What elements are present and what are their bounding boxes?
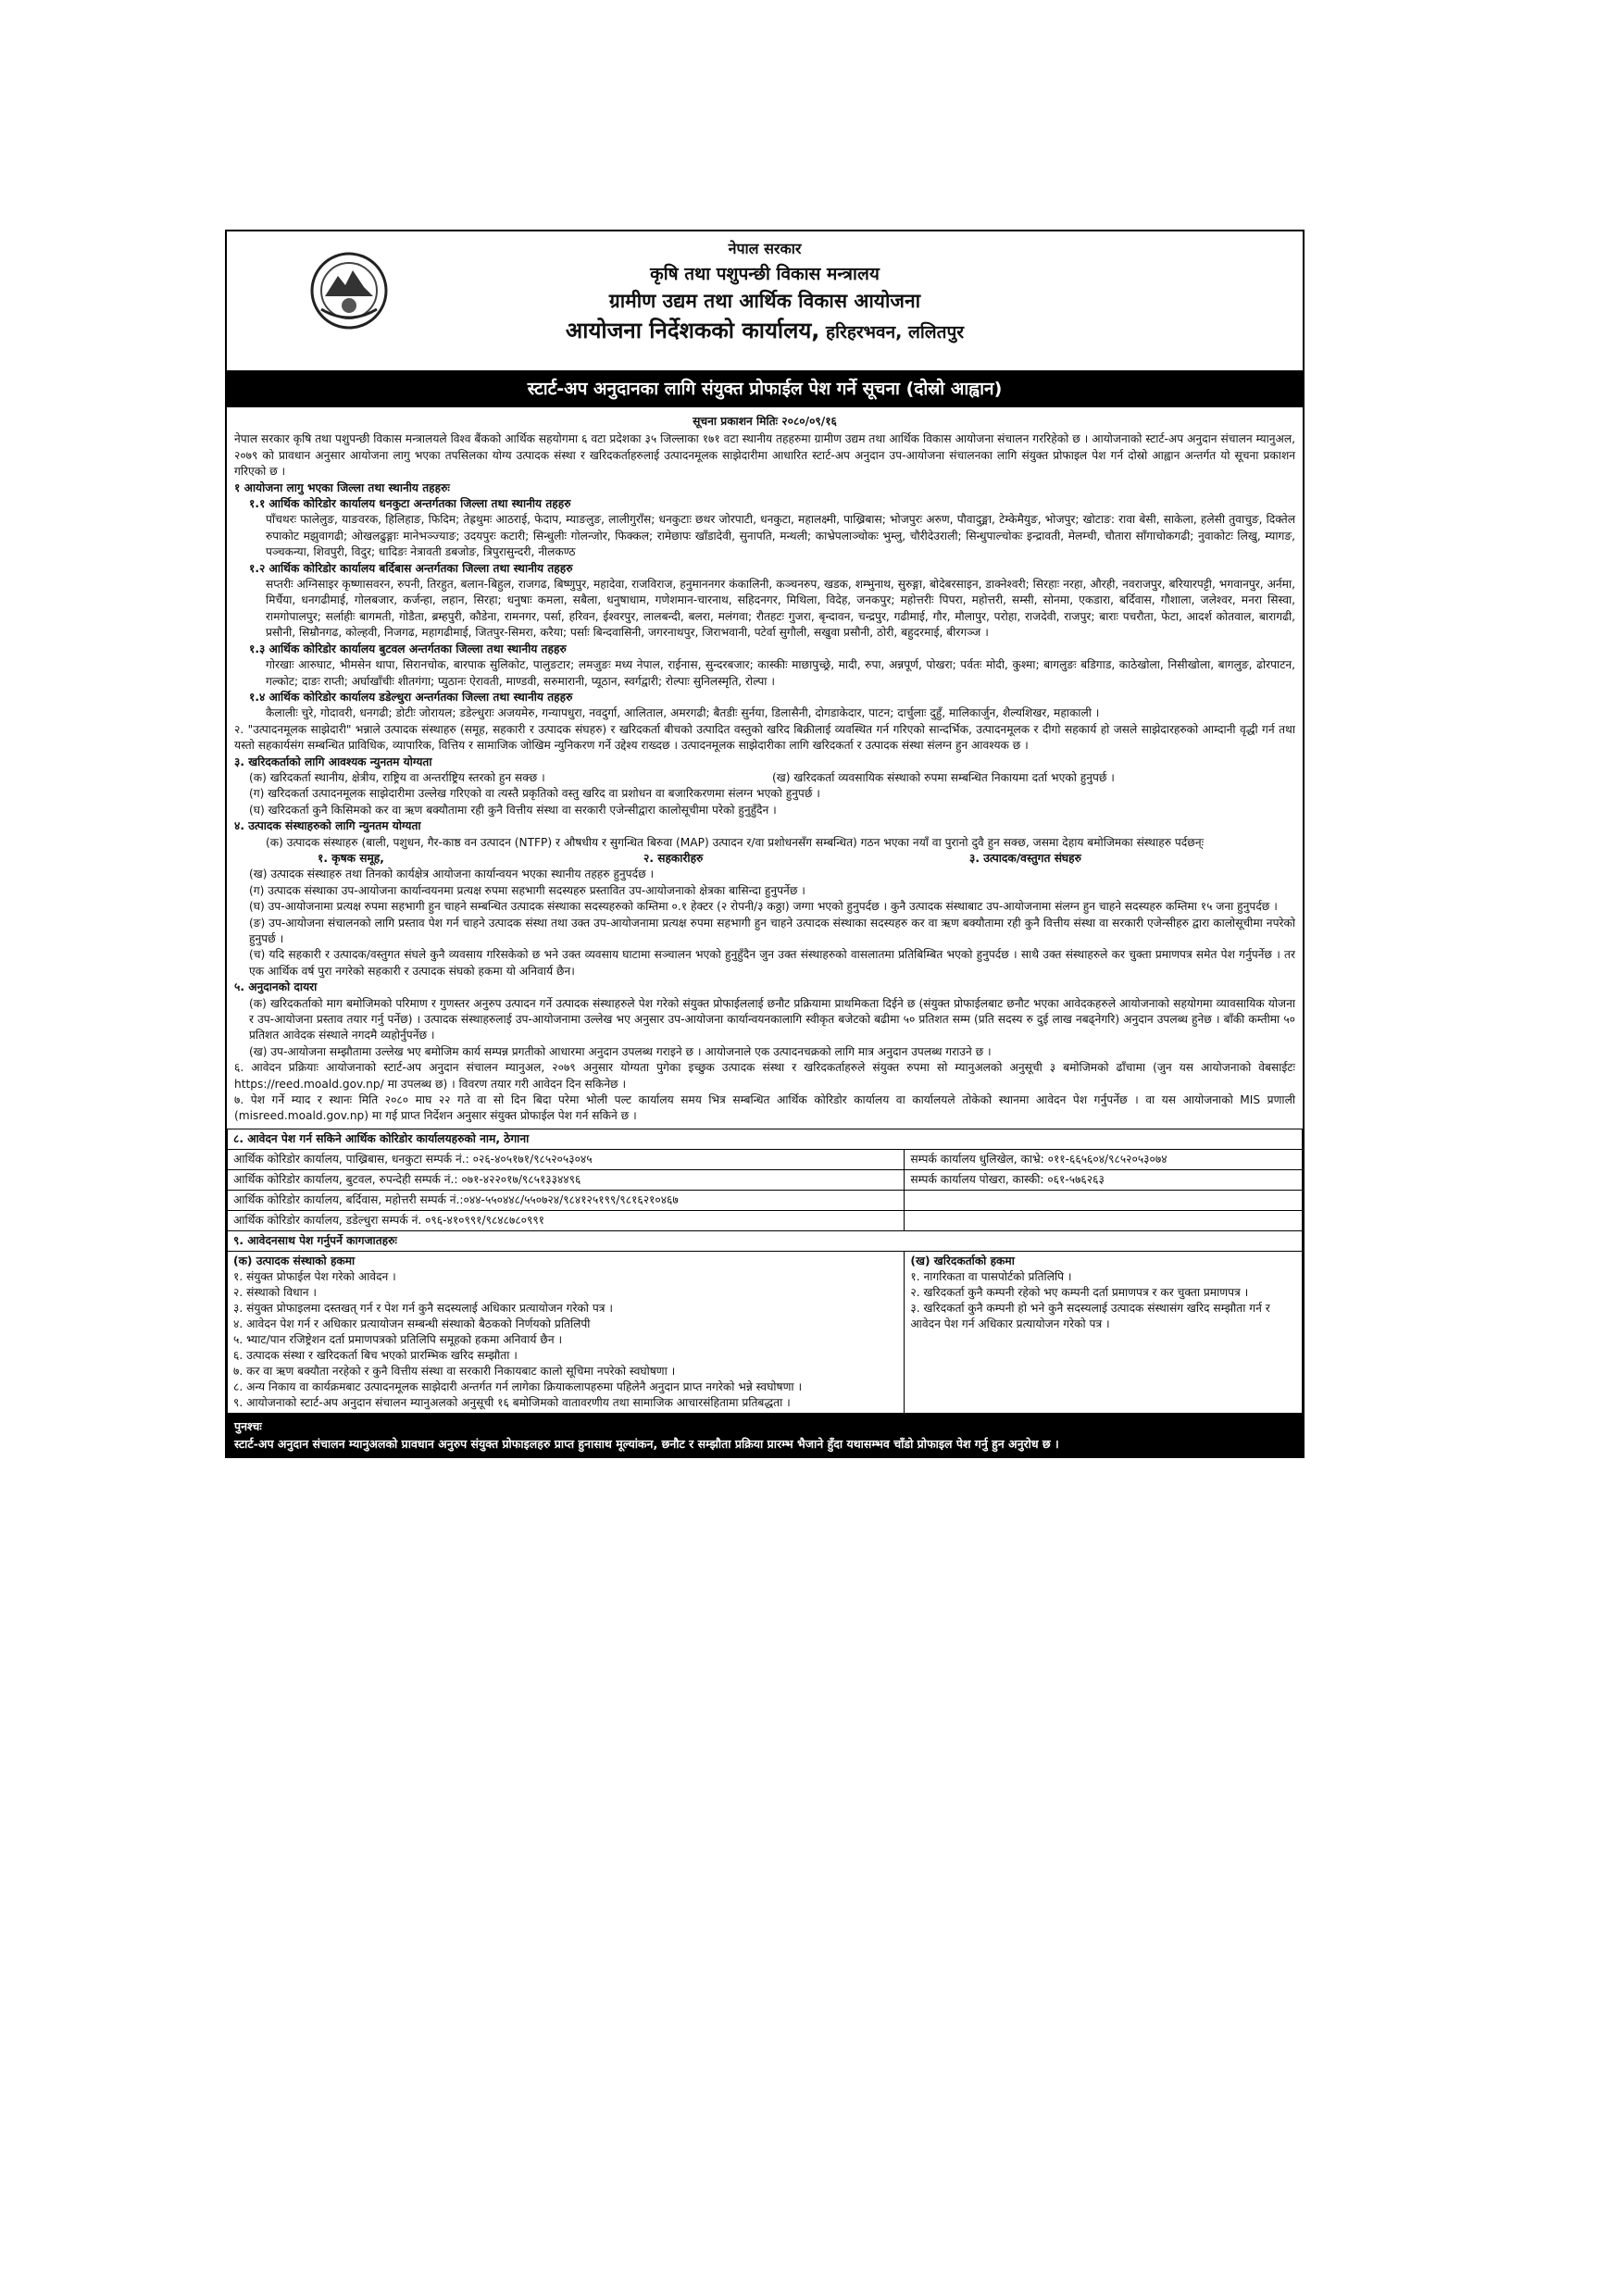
section-4-a: (क) उत्पादक संस्थाहरु (बाली, पशुधन, गैर-काष्ठ वन उत्पादन (NTFP) र औषधीय र सुगन्धित बिरुवा (MAP) उत्पादन र/वा प्रशोधनसँग सम्बन्धित) गठन भएका नयाँ वा पुरानो दुवै हुन सक्छ, जसमा देहाय बमोजिमका संस्थाहरु पर्दछन्ः	[266, 835, 1205, 849]
list-item: ५. भ्याट/पान रजिष्ट्रेशन दर्ता प्रमाणपत्रको प्रतिलिपि समूहको हकमा अनिवार्य छैन ।	[233, 1332, 563, 1346]
section-8-title: ८. आवेदन पेश गर्न सकिने आर्थिक कोरिडोर कार्यालयहरुको नाम, ठेगाना	[228, 1129, 1303, 1149]
notice-body	[227, 407, 1303, 1125]
intro-paragraph: नेपाल सरकार कृषि तथा पशुपन्छी विकास मन्त्रालयले विश्व बैंकको आर्थिक सहयोगमा ६ वटा प्रदेशका ३५ जिल्लाका १७१ वटा स्थानीय तहहरुमा ग्रामीण उद्यम तथा आर्थिक विकास आयोजना संचालन गररिहेको छ । आयोजनाको स्टार्ट-अप अनुदान संचालन म्यानुअल, २०७९ को प्रावधान अनुसार आयोजना लागु भएका तपसिलका योग्य उत्पादक संस्था र खरिदकर्ताहरुलाई उत्पादनमूलक साझेदारीमा आधारित स्टार्ट-अप अनुदान उप-आयोजना संचालनका लागि संयुक्त प्रोफाइल पेश गर्न दोस्रो आह्वान अन्तर्गत यो सूचना प्रकाशन गरिएको छ ।	[234, 432, 1296, 479]
section-1-3-title: १.३ आर्थिक कोरिडोर कार्यालय बुटवल अन्तर्गतका जिल्ला तथा स्थानीय तहहरु	[249, 642, 567, 655]
producer-documents	[228, 1251, 905, 1413]
postscript-text: स्टार्ट-अप अनुदान संचालन म्यानुअलको प्रावधान अनुरुप संयुक्त प्रोफाइलहरु प्राप्त हुनासाथ मूल्यांकन, छनौट र सम्झौता प्रक्रिया प्रारम्भ भैजाने हुँदा यथासम्भव चाँडो प्रोफाइल पेश गर्नु हुन अनुरोध छ ।	[234, 1436, 1059, 1451]
section-4-d: (घ) उप-आयोजनामा प्रत्यक्ष रुपमा सहभागी हुन चाहने सम्बन्धित उत्पादक संस्थाका सदस्यहरुको कम्तिमा ०.१ हेक्टर (२ रोपनी/३ कठ्ठा) जग्गा भएको हुनुपर्दछ । कुनै उत्पादक संस्थाबाट उप-आयोजनामा संलग्न हुन चाहने सदस्यहरु कम्तिमा १५ जना हुनुपर्दछ ।	[249, 900, 1278, 914]
section-4-title: ४. उत्पादक संस्थाहरुको लागि न्युनतम योग्यता	[234, 819, 421, 833]
list-item: ६. उत्पादक संस्था र खरिदकर्ता बिच भएको प्रारम्भिक खरिद सम्झौता ।	[233, 1348, 518, 1362]
section-6-text: ६. आवेदन प्रक्रियाः आयोजनाको स्टार्ट-अप अनुदान संचालन म्यानुअल, २०७९ अनुसार योग्यता पुगेका इच्छुक उत्पादक संस्था र खरिदकर्ताहरुले संयुक्त रुपमा सो म्यानुअलको अनुसूची ३ बमोजिमको ढाँचामा (जुन यस आयोजनाको वेबसाईटः https://reed.moald.gov.np/ मा उपलब्ध छ) । विवरण तयार गरी आवेदन दिन सकिनेछ ।	[234, 1061, 1295, 1091]
section-7-text: ७. पेश गर्ने म्याद र स्थानः मिति २०८० माघ २२ गते वा सो दिन बिदा परेमा भोली पल्ट कार्यालय समय भित्र सम्बन्धित आर्थिक कोरिडोर कार्यालय वा कार्यालयले तोकेको स्थानमा आवेदन पेश गर्नुपर्नेछ । वा यस आयोजनाको MIS प्रणाली (misreed.moald.gov.np) मा गई प्राप्त निर्देशन अनुसार संयुक्त प्रोफाईल पेश गर्न सकिने छ ।	[234, 1093, 1295, 1123]
offices-table	[227, 1129, 1303, 1414]
section-3-c: (ग) खरिदकर्ता उत्पादनमूलक साझेदारीमा उल्लेख गरिएको वा त्यस्तै प्रकृतिको वस्तु खरिद वा प्रशोधन वा बजारिकरणमा संलग्न भएको हुनुपर्छ ।	[249, 787, 820, 801]
office-line	[227, 315, 1303, 348]
publication-date: सूचना प्रकाशन मितिः २०८०/०९/१६	[693, 415, 837, 428]
table-row	[228, 1149, 1303, 1169]
section-3-d: (घ) खरिदकर्ता कुनै किसिमको कर वा ऋण बक्यौतामा रही कुनै वित्तीय संस्था वा सरकारी एजेन्सीद्वारा कालोसूचीमा परेको हुनुहुँदैन ।	[249, 803, 777, 817]
section-5-b: (ख) उप-आयोजना सम्झौतामा उल्लेख भए बमोजिम कार्य सम्पन्न प्रगतीको आधारमा अनुदान उपलब्ध गराइने छ । आयोजनाले एक उत्पादनचक्रको लागि मात्र अनुदान उपलब्ध गराउने छ ।	[249, 1044, 992, 1058]
section-1-3-text: गोरखाः आरुघाट, भीमसेन थापा, सिरानचोक, बारपाक सुलिकोट, पालुङटार; लमजुङः मध्य नेपाल, राईनास, सुन्दरबजार; कास्कीः माछापुच्छ्रे, मादी, रुपा, अन्नपूर्ण, पोखरा; पर्वतः मोदी, कुश्मा; बागलुङः बडिगाड, काठेखोला, निसीखोला, बागलुङ, ढोरपाटन, गल्कोट; दाङः राप्ती; अर्घाखाँचीः शीतगंगा; प्युठानः ऐरावती, माण्डवी, सरुमारानी, प्यूठान, स्वर्गद्वारी; रोल्पाः सुनिलस्मृति, रोल्पा ।	[266, 658, 1295, 688]
list-item: ७. कर वा ऋण बक्यौता नरहेको र कुनै वित्तीय संस्था वा सरकारी निकायबाट कालो सूचिमा नपरेको स्वघोषणा ।	[233, 1364, 676, 1378]
contact-office-cell	[905, 1210, 1303, 1230]
notice	[225, 230, 1305, 1458]
contact-office-cell: सम्पर्क कार्यालय पोखरा, कास्की: ०६१-५७६२६३	[905, 1169, 1303, 1190]
producer-docs-list	[233, 1269, 898, 1411]
list-item: ३. संयुक्त प्रोफाइलमा दस्तखत् गर्न र पेश गर्न कुनै सदस्यलाई अधिकार प्रत्यायोजन गरेको पत्र ।	[233, 1301, 613, 1315]
list-item: २. खरिदकर्ता कुनै कम्पनी रहेको भए कम्पनी दर्ता प्रमाणपत्र र कर चुक्ता प्रमाणपत्र ।	[910, 1285, 1249, 1299]
section-1-2-text: सप्तरीः अग्निसाइर कृष्णासवरन, रुपनी, तिरहुत, बलान-बिहुल, राजगढ, बिष्णुपुर, महादेवा, राजविराज, हनुमाननगर कंकालिनी, कञ्चनरुप, खडक, शम्भुनाथ, सुरुङ्गा, बोदेबरसाइन, डाक्नेश्वरी; सिरहाः नरहा, औरही, नवराजपुर, बरियारपट्टी, भगवानपुर, अर्नमा, मिर्चैया, धनगढीमाई, गोलबजार, कर्जन्हा, लहान, सिरहा; धनुषाः कमला, सबैला, धनुषाधाम, गणेशमान-चारनाथ, सहिदनगर, मिथिला, विदेह, जनकपुर; महोत्तरीः पिपरा, महोत्तरी, सम्सी, सोनमा, एकडारा, बर्दिवास, गौशाला, जलेश्वर, मनरा सिस्वा, रामगोपालपुर; सर्लाहीः बागमती, गोडैता, ब्रम्हपुरी, कौडेना, रामनगर, पर्सा, हरिवन, ईश्वरपुर, लालबन्दी, बलरा, मलंगवा; रौतहटः गुजरा, बृन्दावन, चन्द्रपुर, गढीमाई, गौर, मौलापुर, परोहा, राजदेवी, राजपुर; बाराः पचरौता, फेटा, आदर्श कोतवाल, बारागढी, प्रसौनी, सिम्रौनगढ, कोल्हवी, निजगढ, महागढीमाई, जितपुर-सिमरा, करैया; पर्साः बिन्दवासिनी, जगरनाथपुर, जिराभवानी, पटेर्वा सुगौली, सखुवा प्रसौनी, ठोरी, बहुदरमाई, बीरगञ्ज ।	[266, 578, 1295, 640]
section-3-b: (ख) खरिदकर्ता व्यवसायिक संस्थाको रुपमा सम्बन्धित निकायमा दर्ता भएको हुनुपर्छ ।	[772, 770, 1115, 784]
section-1-1-text: पाँचथरः फालेलुङ, याङवरक, हिलिहाङ, फिदिम; तेह्रथुमः आठराई, फेदाप, म्याङलुङ, लालीगुराँस; धनकुटाः छथर जोरपाटी, धनकुटा, महालक्ष्मी, पाख्रिबास; भोजपुरः अरुण, पौवादुङ्मा, टेम्केमैयुङ, भोजपुर; खोटाङ: रावा बेसी, साकेला, हलेसी तुवाचुङ, दिक्तेल रुपाकोट मझुवागढी; ओखलढुङ्गाः मानेभञ्ज्याङ; उदयपुरः कटारी; सिन्धुलीः गोलन्जोर, फिक्कल; रामेछापः खाँडादेवी, सुनापति, मन्थली; काभ्रेपलाञ्चोकः भुम्लु, चौरीदेउराली; सिन्धुपाल्चोकः इन्द्रावती, मेलम्ची, चौतारा साँगाचोकगढी; नुवाकोटः लिखु, म्यागङ, पञ्चकन्या, शिवपुरी, विदुर; धादिङः नेत्रावती डबजोङ, त्रिपुरासुन्दरी, नीलकण्ठ	[266, 513, 1295, 559]
govt-line: नेपाल सरकार	[728, 240, 802, 257]
section-3-title: ३. खरिदकर्ताको लागि आवश्यक न्युनतम योग्यता	[234, 755, 432, 768]
section-1-4-title: १.४ आर्थिक कोरिडोर कार्यालय डडेल्धुरा अन्तर्गतका जिल्ला तथा स्थानीय तहहरु	[249, 690, 573, 704]
ministry-line: कृषि तथा पशुपन्छी विकास मन्त्रालय	[650, 264, 880, 284]
buyer-documents	[905, 1251, 1303, 1413]
buyer-docs-title: (ख) खरिदकर्ताको हकमा	[910, 1254, 1015, 1267]
section-5-title: ५. अनुदानको दायरा	[234, 980, 318, 994]
table-header-row	[228, 1129, 1303, 1149]
list-item: १. नागरिकता वा पासपोर्टको प्रतिलिपि ।	[910, 1269, 1072, 1283]
table-row	[228, 1210, 1303, 1230]
project-line: ग्रामीण उद्यम तथा आर्थिक विकास आयोजना	[608, 290, 921, 312]
section-1-1-title: १.१ आर्थिक कोरिडोर कार्यालय धनकुटा अन्तर्गतका जिल्ला तथा स्थानीय तहहरु	[249, 497, 571, 511]
producer-type-item: ३. उत्पादक/वस्तुगत संघहरु	[969, 851, 1081, 865]
list-item: १. संयुक्त प्रोफाईल पेश गरेको आवेदन ।	[233, 1269, 396, 1283]
office-cell: आर्थिक कोरिडोर कार्यालय, बुटवल, रुपन्देही सम्पर्क नं.: ०७१-४२२०१७/९८५१३३४४९६	[228, 1169, 905, 1190]
producer-docs-title: (क) उत्पादक संस्थाको हकमा	[233, 1254, 356, 1267]
table-row	[228, 1190, 1303, 1210]
office-cell: आर्थिक कोरिडोर कार्यालय, बर्दिवास, महोत्तरी सम्पर्क नं.:०४४-५५०४४८/५५०७२४/९८४१२५१९९/९८१६२१०४६७	[228, 1190, 905, 1210]
section-1-4-text: कैलालीः चुरे, गोदावरी, धनगढी; डोटीः जोरायल; डडेल्धुराः अजयमेरु, गन्यापधुरा, नवदुर्गा, आलिताल, अमरगढी; बैतडीः सुर्नया, डिलासैनी, दोगडाकेदार, पाटन; दार्चुलाः दुहुँ, मालिकार्जुन, शैल्यशिखर, महाकाली ।	[266, 706, 1100, 720]
producer-type-item: १. कृषक समूह,	[318, 851, 384, 865]
list-item: ८. अन्य निकाय वा कार्यक्रमबाट उत्पादनमूलक साझेदारी अन्तर्गत गर्न लागेका क्रियाकलापहरुमा पहिलेनै अनुदान प्राप्त नगरेको भन्ने स्वघोषणा ।	[233, 1379, 803, 1393]
contact-office-cell: सम्पर्क कार्यालय धुलिखेल, काभ्रे: ०११-६६५६०४/९८५२०५३०७४	[905, 1149, 1303, 1169]
list-item: २. संस्थाको विधान ।	[233, 1285, 317, 1299]
government-emblem-icon	[310, 252, 388, 330]
section-5-a: (क) खरिदकर्ताको माग बमोजिमको परिमाण र गुणस्तर अनुरुप उत्पादन गर्ने उत्पादक संस्थाहरुले पेश गरेको संयुक्त प्रोफाईललाई छनौट प्रक्रियामा प्राथमिकता दिईने छ (संयुक्त प्रोफाईलबाट छनौट भएका आवेदकहरुले आयोजनाको सहयोगमा व्यावसायिक योजना र उप-आयोजना प्रस्ताव तयार गर्नु पर्नेछ) । उत्पादक संस्थाहरुलाई उप-आयोजनामा उल्लेख भए अनुसार उप-आयोजना कार्यान्वयनकालागि स्वीकृत बजेटको बढीमा ५० प्रतिशत सम्म (प्रति सदस्य रु दुई लाख नबढ्नेगरि) अनुदान उपलब्ध हुनेछ । बाँकी कम्तीमा ५० प्रतिशत आवेदक संस्थाले नगदमै व्यहोर्नुपर्नेछ ।	[249, 996, 1295, 1042]
table-header-row	[228, 1230, 1303, 1251]
buyer-docs-list	[910, 1269, 1296, 1332]
postscript	[227, 1414, 1303, 1456]
section-3-a: (क) खरिदकर्ता स्थानीय, क्षेत्रीय, राष्ट्रिय वा अन्तर्राष्ट्रिय स्तरको हुन सक्छ ।	[249, 770, 545, 784]
office-location: हरिहरभवन, ललितपुर	[819, 322, 965, 343]
producer-types	[234, 851, 1295, 867]
section-1-title: १ आयोजना लागु भएका जिल्ला तथा स्थानीय तहहरुः	[234, 480, 450, 494]
section-4-b: (ख) उत्पादक संस्थाहरु तथा तिनको कार्यक्षेत्र आयोजना कार्यान्वयन भएका स्थानीय तहहरु हुनुपर्दछ ।	[249, 867, 655, 881]
list-item: ३. खरिदकर्ता कुनै कम्पनी हो भने कुनै सदस्यलाई उत्पादक संस्थासंग खरिद सम्झौता गर्न र आवेदन पेश गर्न अधिकार प्रत्यायोजन गरेको पत्र ।	[910, 1301, 1270, 1330]
table-row	[228, 1169, 1303, 1190]
section-9-title: ९. आवेदनसाथ पेश गर्नुपर्ने कागजातहरुः	[228, 1230, 1303, 1251]
section-1-2-title: १.२ आर्थिक कोरिडोर कार्यालय बर्दिबास अन्तर्गतका जिल्ला तथा स्थानीय तहहरु	[249, 561, 573, 575]
notice-title: स्टार्ट-अप अनुदानका लागि संयुक्त प्रोफाईल पेश गर्ने सूचना (दोस्रो आह्वान)	[227, 370, 1303, 407]
documents-row	[228, 1251, 1303, 1413]
contact-office-cell	[905, 1190, 1303, 1210]
office-cell: आर्थिक कोरिडोर कार्यालय, डडेल्धुरा सम्पर्क नं. ०९६-४१०९९१/९८४८७८०९९१	[228, 1210, 905, 1230]
office-name: आयोजना निर्देशकको कार्यालय,	[565, 318, 820, 343]
header	[227, 231, 1303, 370]
section-3-row	[234, 770, 1295, 786]
postscript-label: पुनश्चः	[234, 1418, 262, 1433]
section-2-text: २. "उत्पादनमूलक साझेदारी" भन्नाले उत्पादक संस्थाहरु (समूह, सहकारी र उत्पादक संघहरु) र खरिदकर्ता बीचको उत्पादित वस्तुको खरिद बिक्रीलाई व्यवस्थित गर्न गरिएको सान्दर्भिक, उत्पादनमूलक र दीगो सहकार्य हो जसले साझेदारहरुको आम्दानी वृद्धी गर्न तथा यस्तो सहकार्यसंग सम्बन्धित प्राविधिक, व्यापारिक, वित्तिय र सामाजिक जोखिम न्युनिकरण गर्ने उद्देश्य राख्दछ । उत्पादनमूलक साझेदारीका लागि खरिदकर्ता र उत्पादक संस्था संलग्न हुन आवश्यक छ ।	[234, 722, 1295, 753]
list-item: ४. आवेदन पेश गर्न र अधिकार प्रत्यायोजन सम्बन्धी संस्थाको बैठकको निर्णयको प्रतिलिपी	[233, 1316, 591, 1330]
section-4-c: (ग) उत्पादक संस्थाका उप-आयोजना कार्यान्वयनमा प्रत्यक्ष रुपमा सहभागी सदस्यहरु प्रस्तावित उप-आयोजनाको क्षेत्रका बासिन्दा हुनुपर्नेछ ।	[249, 883, 805, 897]
section-4-e: (ङ) उप-आयोजना संचालनको लागि प्रस्ताव पेश गर्न चाहने उत्पादक संस्था तथा उक्त उप-आयोजनामा प्रत्यक्ष रुपमा सहभागी हुन चाहने उत्पादक संस्थाका सदस्यहरु कर वा ऋण बक्यौतामा रही कुनै वित्तीय संस्था वा सरकारी एजेन्सीहरु द्वारा कालोसूचीमा नपरेको हुनुपर्छ ।	[249, 916, 1295, 945]
list-item: ९. आयोजनाको स्टार्ट-अप अनुदान संचालन म्यानुअलको अनुसूची १६ बमोजिमको वातावरणीय तथा सामाजिक आचारसंहितामा प्रतिबद्धता ।	[233, 1395, 791, 1409]
office-cell: आर्थिक कोरिडोर कार्यालय, पाख्रिबास, धनकुटा सम्पर्क नं.: ०२६-४०५१७१/९८५२०५३०४५	[228, 1149, 905, 1169]
producer-type-item: २. सहकारीहरु	[643, 851, 704, 865]
section-4-f: (च) यदि सहकारी र उत्पादक/वस्तुगत संघले कुनै व्यवसाय गरिसकेको छ भने उक्त व्यवसाय घाटामा सञ्चालन भएको हुनुहुँदैन जुन उक्त संस्थाहरुको वासलातमा प्रतिबिम्बित भएको हुनुपर्दछ । साथै उक्त संस्थाहरुले कर चुक्ता प्रमाणपत्र समेत पेश गर्नुपर्नेछ । तर एक आर्थिक वर्ष पुरा नगरेको सहकारी र उत्पादक संघको हकमा यो अनिवार्य छैन।	[249, 948, 1295, 978]
